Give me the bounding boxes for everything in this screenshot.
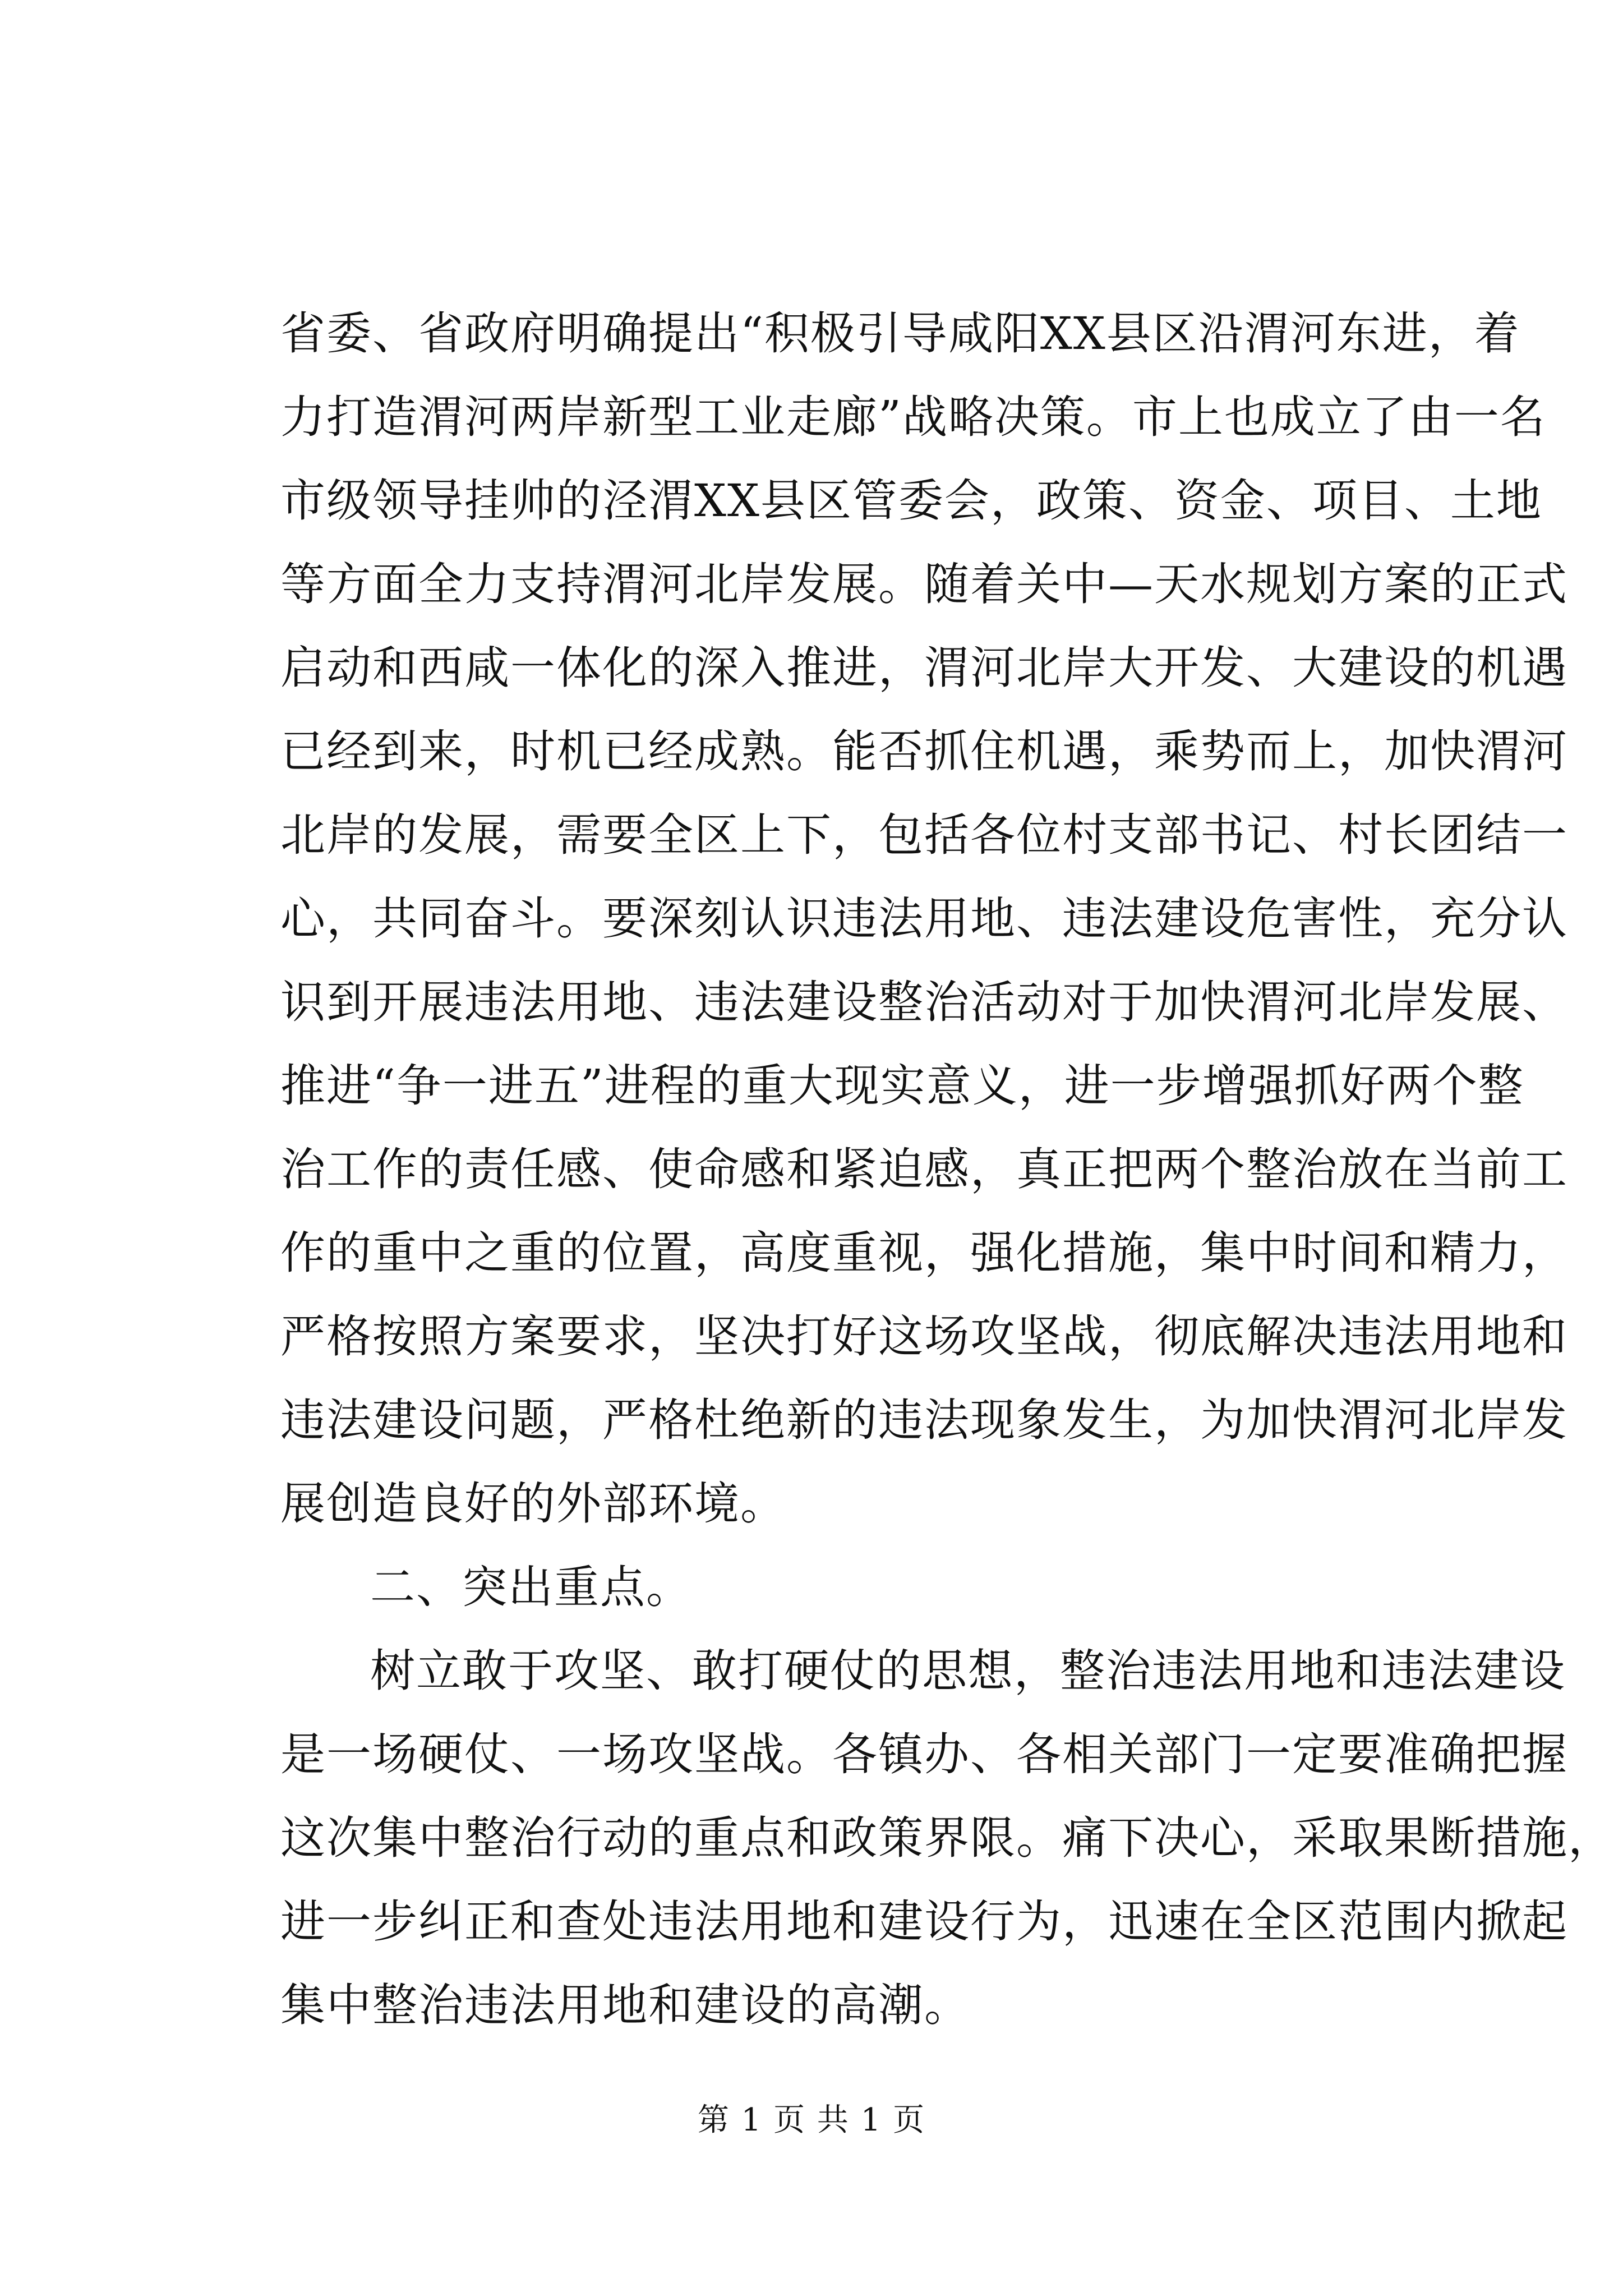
text-line: 集中整治违法用地和建设的高潮。	[280, 1979, 970, 2031]
text-line: 这次集中整治行动的重点和政策界限。痛下决心，采取果断措施，	[280, 1812, 1614, 1864]
text-line: 治工作的责任感、使命感和紧迫感，真正把两个整治放在当前工	[280, 1143, 1568, 1195]
text-line: 市级领导挂帅的泾渭XX县区管委会，政策、资金、项目、土地	[280, 475, 1542, 527]
text-line: 心，共同奋斗。要深刻认识违法用地、违法建设危害性，充分认	[280, 892, 1568, 945]
text-line: 省委、省政府明确提出“积极引导咸阳XX县区沿渭河东进，着	[280, 307, 1520, 360]
text-line: 展创造良好的外部环境。	[280, 1478, 786, 1530]
page-number-label: 第 1 页 共 1 页	[697, 2102, 926, 2138]
text-line: 违法建设问题，严格杜绝新的违法现象发生，为加快渭河北岸发	[280, 1394, 1568, 1446]
text-line: 进一步纠正和查处违法用地和建设行为，迅速在全区范围内掀起	[280, 1895, 1568, 1948]
text-line: 识到开展违法用地、违法建设整治活动对于加快渭河北岸发展、	[280, 976, 1568, 1028]
section-heading: 二、突出重点。	[370, 1561, 692, 1613]
text-line: 等方面全力支持渭河北岸发展。随着关中—天水规划方案的正式	[280, 558, 1568, 610]
text-line: 严格按照方案要求，坚决打好这场攻坚战，彻底解决违法用地和	[280, 1310, 1568, 1363]
text-line: 力打造渭河两岸新型工业走廊”战略决策。市上也成立了由一名	[280, 391, 1546, 443]
text-line: 启动和西咸一体化的深入推进，渭河北岸大开发、大建设的机遇	[280, 642, 1568, 694]
text-line: 是一场硬仗、一场攻坚战。各镇办、各相关部门一定要准确把握	[280, 1728, 1568, 1780]
text-line: 推进“争一进五”进程的重大现实意义，进一步增强抓好两个整	[280, 1060, 1524, 1112]
text-line: 北岸的发展，需要全区上下，包括各位村支部书记、村长团结一	[280, 809, 1568, 861]
text-line: 树立敢于攻坚、敢打硬仗的思想，整治违法用地和违法建设	[370, 1645, 1566, 1697]
page-footer	[0, 2101, 1623, 2140]
text-line: 作的重中之重的位置，高度重视，强化措施，集中时间和精力，	[280, 1227, 1568, 1279]
text-line: 已经到来，时机已经成熟。能否抓住机遇，乘势而上，加快渭河	[280, 725, 1568, 777]
document-body	[280, 292, 1614, 2047]
